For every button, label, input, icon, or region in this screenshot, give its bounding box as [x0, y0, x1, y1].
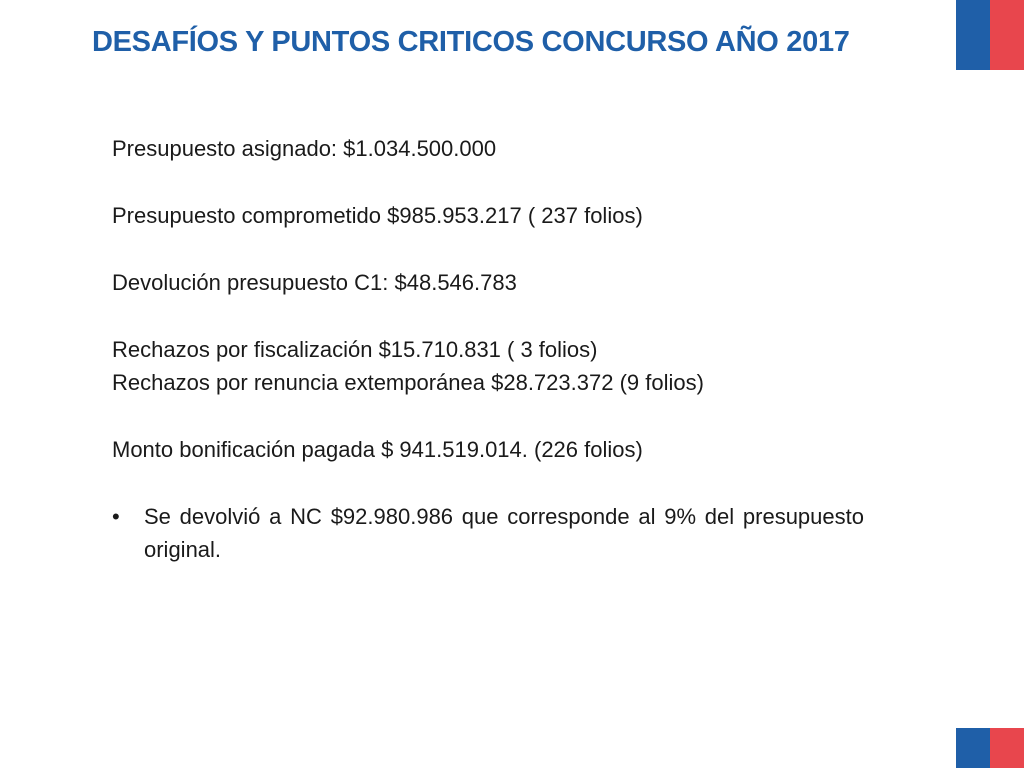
list-item — [112, 500, 864, 566]
flag-stripe-blue — [956, 0, 990, 70]
rejections-audit-line: Rechazos por fiscalización $15.710.831 ( 3 folios) — [112, 337, 598, 362]
bonus-paid-line: Monto bonificación pagada $ 941.519.014. (226 folios) — [112, 437, 643, 462]
budget-assigned-line: Presupuesto asignado: $1.034.500.000 — [112, 136, 497, 161]
flag-decoration-bottom — [956, 728, 1024, 768]
rejections-late-line: Rechazos por renuncia extemporánea $28.723.372 (9 folios) — [112, 370, 704, 395]
slide-body — [112, 132, 864, 566]
bullet-text: Se devolvió a NC $92.980.986 que corresponde al 9% del presupuesto original. — [144, 504, 864, 562]
flag-stripe-red — [990, 0, 1024, 70]
budget-committed-line: Presupuesto comprometido $985.953.217 ( 237 folios) — [112, 203, 643, 228]
flag-decoration-top — [956, 0, 1024, 70]
budget-return-line: Devolución presupuesto C1: $48.546.783 — [112, 270, 517, 295]
bullet-marker: • — [112, 504, 120, 529]
flag-stripe-red — [990, 728, 1024, 768]
slide-title: DESAFÍOS Y PUNTOS CRITICOS CONCURSO AÑO 2017 — [92, 26, 850, 58]
flag-stripe-blue — [956, 728, 990, 768]
